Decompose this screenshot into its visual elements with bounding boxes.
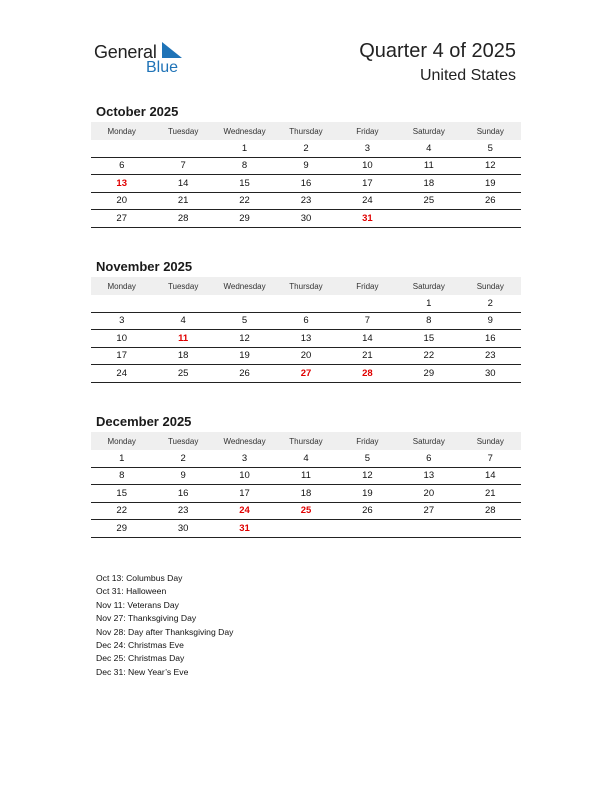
weekday-header: Thursday <box>275 277 336 295</box>
day-cell: 29 <box>214 210 275 228</box>
holiday-item: Dec 25: Christmas Day <box>96 653 185 664</box>
day-cell: 11 <box>275 467 336 485</box>
logo-text-general: General <box>94 42 157 62</box>
logo-text-blue: Blue <box>146 59 179 76</box>
day-cell: 7 <box>337 312 398 330</box>
holiday-item: Dec 31: New Year’s Eve <box>96 666 189 677</box>
weekday-header: Sunday <box>460 122 521 140</box>
weekday-header-row <box>91 122 521 140</box>
day-cell: 17 <box>214 485 275 503</box>
week-row <box>91 450 521 467</box>
weekday-header-row <box>91 277 521 295</box>
day-cell: 26 <box>214 365 275 383</box>
calendar-grid <box>91 277 521 383</box>
calendar-grid <box>91 122 521 228</box>
week-row <box>91 157 521 175</box>
day-cell: 7 <box>460 450 521 467</box>
weekday-header: Wednesday <box>214 277 275 295</box>
day-cell: 4 <box>152 312 213 330</box>
day-cell: 29 <box>91 520 152 538</box>
day-cell: 24 <box>214 502 275 520</box>
day-cell: 12 <box>337 467 398 485</box>
day-cell: 15 <box>91 485 152 503</box>
day-cell: 14 <box>152 175 213 193</box>
day-cell: 21 <box>460 485 521 503</box>
day-cell: 18 <box>152 347 213 365</box>
day-cell: 14 <box>337 330 398 348</box>
empty-day-cell <box>398 520 459 538</box>
weekday-header: Friday <box>337 432 398 450</box>
empty-day-cell <box>337 520 398 538</box>
day-cell: 6 <box>398 450 459 467</box>
day-cell: 25 <box>398 192 459 210</box>
day-cell: 2 <box>275 140 336 157</box>
day-cell: 24 <box>91 365 152 383</box>
weekday-header: Wednesday <box>214 432 275 450</box>
day-cell: 30 <box>152 520 213 538</box>
day-cell: 13 <box>398 467 459 485</box>
day-cell: 20 <box>91 192 152 210</box>
country-subtitle: United States <box>419 67 516 84</box>
day-cell: 26 <box>337 502 398 520</box>
day-cell: 22 <box>91 502 152 520</box>
day-cell: 15 <box>214 175 275 193</box>
empty-day-cell <box>214 295 275 312</box>
day-cell: 25 <box>152 365 213 383</box>
day-cell: 6 <box>275 312 336 330</box>
day-cell: 16 <box>152 485 213 503</box>
day-cell: 31 <box>337 210 398 228</box>
day-cell: 10 <box>214 467 275 485</box>
empty-day-cell <box>152 140 213 157</box>
weekday-header: Saturday <box>398 122 459 140</box>
holiday-item: Oct 31: Halloween <box>96 586 167 597</box>
empty-day-cell <box>460 210 521 228</box>
holiday-list <box>96 572 233 679</box>
day-cell: 29 <box>398 365 459 383</box>
day-cell: 1 <box>214 140 275 157</box>
weekday-header-row <box>91 432 521 450</box>
weekday-header: Thursday <box>275 432 336 450</box>
empty-day-cell <box>337 295 398 312</box>
empty-day-cell <box>91 295 152 312</box>
week-row <box>91 502 521 520</box>
day-cell: 30 <box>460 365 521 383</box>
day-cell: 15 <box>398 330 459 348</box>
page-title: Quarter 4 of 2025 <box>359 40 516 62</box>
day-cell: 8 <box>398 312 459 330</box>
week-row <box>91 520 521 538</box>
day-cell: 10 <box>337 157 398 175</box>
calendar-grid <box>91 432 521 538</box>
day-cell: 19 <box>214 347 275 365</box>
weekday-header: Friday <box>337 277 398 295</box>
day-cell: 23 <box>460 347 521 365</box>
day-cell: 23 <box>152 502 213 520</box>
day-cell: 16 <box>275 175 336 193</box>
week-row <box>91 210 521 228</box>
empty-day-cell <box>275 520 336 538</box>
weekday-header: Saturday <box>398 277 459 295</box>
day-cell: 17 <box>337 175 398 193</box>
day-cell: 4 <box>275 450 336 467</box>
holiday-item: Dec 24: Christmas Eve <box>96 640 184 651</box>
day-cell: 18 <box>398 175 459 193</box>
week-row <box>91 467 521 485</box>
holiday-item: Oct 13: Columbus Day <box>96 573 183 583</box>
weekday-header: Saturday <box>398 432 459 450</box>
day-cell: 8 <box>214 157 275 175</box>
weekday-header: Sunday <box>460 432 521 450</box>
month-december <box>91 412 521 538</box>
day-cell: 20 <box>275 347 336 365</box>
week-row <box>91 485 521 503</box>
month-october <box>91 102 521 228</box>
day-cell: 22 <box>214 192 275 210</box>
weekday-header: Monday <box>91 432 152 450</box>
day-cell: 26 <box>460 192 521 210</box>
day-cell: 27 <box>91 210 152 228</box>
generalblue-logo <box>94 40 194 80</box>
day-cell: 5 <box>214 312 275 330</box>
weekday-header: Friday <box>337 122 398 140</box>
weekday-header: Thursday <box>275 122 336 140</box>
day-cell: 2 <box>152 450 213 467</box>
month-title: November 2025 <box>96 259 193 274</box>
day-cell: 12 <box>460 157 521 175</box>
day-cell: 13 <box>91 175 152 193</box>
day-cell: 20 <box>398 485 459 503</box>
weekday-header: Monday <box>91 277 152 295</box>
day-cell: 23 <box>275 192 336 210</box>
day-cell: 31 <box>214 520 275 538</box>
empty-day-cell <box>398 210 459 228</box>
weekday-header: Tuesday <box>152 277 213 295</box>
day-cell: 27 <box>275 365 336 383</box>
weekday-header: Tuesday <box>152 122 213 140</box>
day-cell: 21 <box>337 347 398 365</box>
day-cell: 3 <box>214 450 275 467</box>
day-cell: 17 <box>91 347 152 365</box>
holiday-item: Nov 27: Thanksgiving Day <box>96 613 197 624</box>
day-cell: 9 <box>275 157 336 175</box>
day-cell: 28 <box>460 502 521 520</box>
day-cell: 7 <box>152 157 213 175</box>
day-cell: 11 <box>152 330 213 348</box>
month-november <box>91 257 521 383</box>
week-row <box>91 175 521 193</box>
empty-day-cell <box>460 520 521 538</box>
day-cell: 6 <box>91 157 152 175</box>
day-cell: 11 <box>398 157 459 175</box>
day-cell: 9 <box>460 312 521 330</box>
week-row <box>91 140 521 157</box>
day-cell: 19 <box>337 485 398 503</box>
day-cell: 1 <box>398 295 459 312</box>
week-row <box>91 312 521 330</box>
day-cell: 25 <box>275 502 336 520</box>
day-cell: 18 <box>275 485 336 503</box>
day-cell: 3 <box>337 140 398 157</box>
holiday-item: Nov 11: Veterans Day <box>96 599 179 610</box>
day-cell: 2 <box>460 295 521 312</box>
day-cell: 5 <box>337 450 398 467</box>
empty-day-cell <box>91 140 152 157</box>
weekday-header: Tuesday <box>152 432 213 450</box>
weekday-header: Wednesday <box>214 122 275 140</box>
day-cell: 16 <box>460 330 521 348</box>
week-row <box>91 330 521 348</box>
month-title: December 2025 <box>96 414 192 429</box>
day-cell: 24 <box>337 192 398 210</box>
day-cell: 30 <box>275 210 336 228</box>
week-row <box>91 295 521 312</box>
day-cell: 19 <box>460 175 521 193</box>
day-cell: 1 <box>91 450 152 467</box>
day-cell: 8 <box>91 467 152 485</box>
day-cell: 12 <box>214 330 275 348</box>
week-row <box>91 347 521 365</box>
day-cell: 10 <box>91 330 152 348</box>
week-row <box>91 192 521 210</box>
empty-day-cell <box>275 295 336 312</box>
empty-day-cell <box>152 295 213 312</box>
day-cell: 5 <box>460 140 521 157</box>
weekday-header: Sunday <box>460 277 521 295</box>
logo-triangle-icon <box>162 42 182 58</box>
day-cell: 21 <box>152 192 213 210</box>
weekday-header: Monday <box>91 122 152 140</box>
day-cell: 27 <box>398 502 459 520</box>
day-cell: 28 <box>337 365 398 383</box>
week-row <box>91 365 521 383</box>
day-cell: 4 <box>398 140 459 157</box>
day-cell: 13 <box>275 330 336 348</box>
month-title: October 2025 <box>96 104 179 119</box>
day-cell: 14 <box>460 467 521 485</box>
day-cell: 22 <box>398 347 459 365</box>
day-cell: 3 <box>91 312 152 330</box>
day-cell: 9 <box>152 467 213 485</box>
day-cell: 28 <box>152 210 213 228</box>
holiday-item: Nov 28: Day after Thanksgiving Day <box>96 626 234 637</box>
